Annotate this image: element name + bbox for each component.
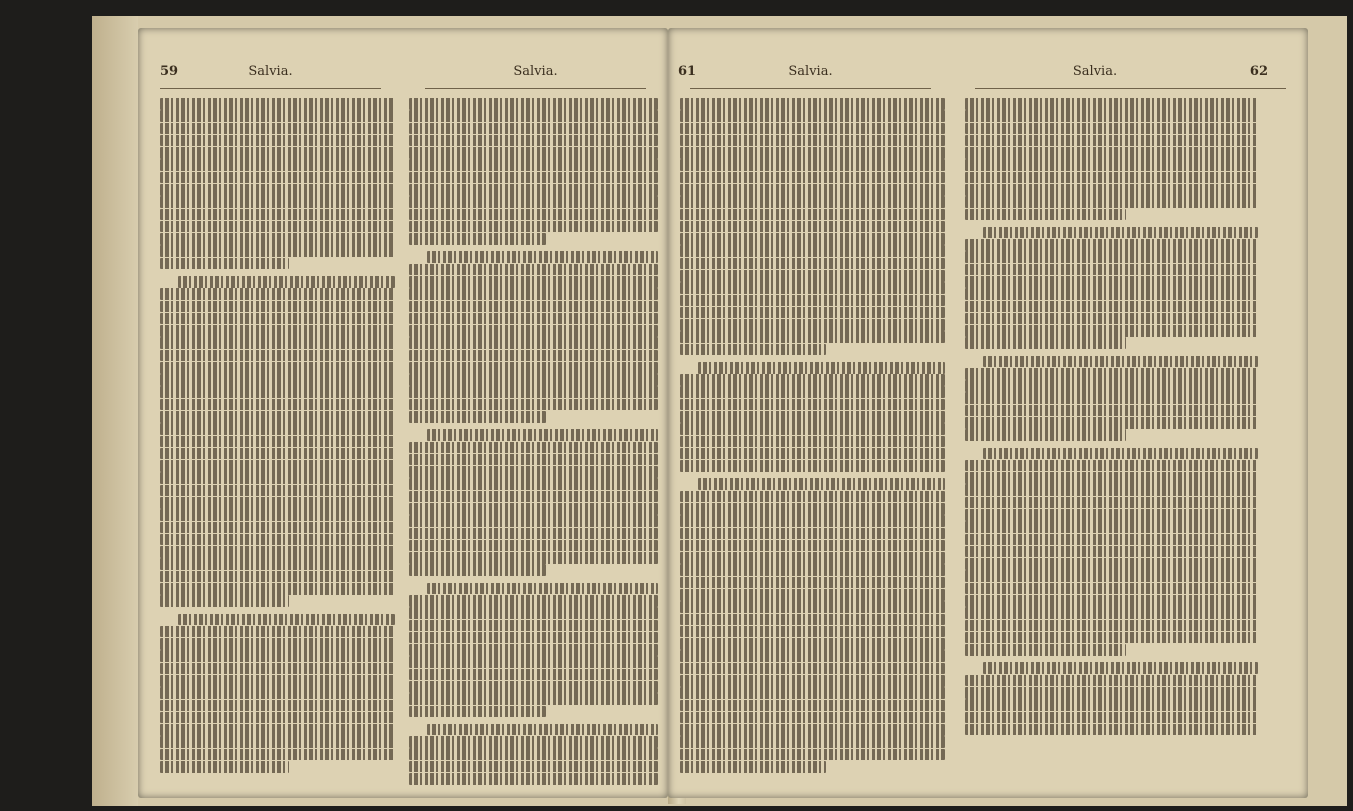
- text-line: [160, 650, 395, 662]
- text-line: [409, 98, 658, 110]
- text-line: [965, 620, 1258, 632]
- text-line: [965, 147, 1258, 159]
- text-line: [409, 761, 658, 773]
- text-line: [160, 522, 395, 534]
- text-line: [160, 184, 395, 196]
- text-line: [965, 644, 1126, 656]
- text-line: [409, 147, 658, 159]
- text-line: [160, 233, 395, 245]
- text-line: [409, 337, 658, 349]
- text-line: [965, 521, 1258, 533]
- text-line: [680, 245, 945, 257]
- text-line: [680, 460, 945, 472]
- text-line: [409, 528, 658, 540]
- text-line: [409, 411, 546, 423]
- text-line: [965, 251, 1258, 263]
- text-line: [965, 98, 1258, 110]
- text-line: [965, 301, 1258, 313]
- text-line: [983, 356, 1258, 368]
- text-line: [409, 350, 658, 362]
- text-line: [409, 374, 658, 386]
- text-line: [965, 712, 1258, 724]
- text-line: [965, 724, 1258, 736]
- text-line: [160, 399, 395, 411]
- text-line: [965, 558, 1258, 570]
- text-line: [965, 313, 1258, 325]
- text-line: [680, 423, 945, 435]
- text-line: [680, 172, 945, 184]
- page-number: 62: [1249, 64, 1268, 79]
- left-page-spread: [138, 28, 668, 798]
- text-line: [409, 386, 658, 398]
- text-line: [160, 350, 395, 362]
- text-line: [680, 319, 945, 331]
- text-line: [160, 460, 395, 472]
- text-line: [160, 288, 395, 300]
- text-line: [409, 595, 658, 607]
- text-line: [409, 184, 658, 196]
- text-line: [160, 386, 395, 398]
- text-line: [409, 123, 658, 135]
- text-line: [680, 491, 945, 503]
- text-line: [160, 135, 395, 147]
- text-line: [160, 497, 395, 509]
- text-line: [680, 374, 945, 386]
- text-line: [409, 552, 658, 564]
- text-line: [983, 227, 1258, 239]
- text-line: [680, 344, 826, 356]
- text-line: [409, 503, 658, 515]
- text-line: [178, 614, 395, 626]
- text-line: [680, 196, 945, 208]
- text-line: [409, 706, 546, 718]
- text-line: [409, 233, 546, 245]
- right-page-spread: [668, 28, 1308, 798]
- text-line: [680, 749, 945, 761]
- header-rule: [160, 88, 381, 89]
- text-line: [965, 288, 1258, 300]
- text-line: [160, 736, 395, 748]
- text-line: [427, 583, 658, 595]
- text-line: [698, 478, 945, 490]
- text-line: [409, 644, 658, 656]
- text-line: [160, 663, 395, 675]
- text-line: [409, 466, 658, 478]
- text-line: [409, 620, 658, 632]
- text-line: [160, 258, 289, 270]
- text-line: [160, 472, 395, 484]
- text-line: [965, 276, 1258, 288]
- running-title: Salvia.: [248, 64, 293, 79]
- text-line: [680, 503, 945, 515]
- text-line: [965, 429, 1126, 441]
- text-line: [160, 374, 395, 386]
- text-line: [680, 724, 945, 736]
- text-line: [160, 448, 395, 460]
- text-line: [680, 209, 945, 221]
- text-line: [409, 632, 658, 644]
- text-line: [160, 436, 395, 448]
- text-line: [409, 515, 658, 527]
- text-line: [409, 478, 658, 490]
- text-line: [965, 239, 1258, 251]
- page-edges: [92, 16, 138, 806]
- text-line: [965, 264, 1258, 276]
- text-line: [160, 546, 395, 558]
- text-line: [409, 264, 658, 276]
- page-60: [403, 28, 668, 798]
- text-line: [965, 417, 1258, 429]
- text-line: [965, 595, 1258, 607]
- text-column: [160, 98, 395, 768]
- text-line: [680, 552, 945, 564]
- text-line: [680, 577, 945, 589]
- text-line: [680, 386, 945, 398]
- text-line: [160, 411, 395, 423]
- text-line: [680, 331, 945, 343]
- text-line: [965, 583, 1258, 595]
- text-line: [160, 245, 395, 257]
- text-line: [965, 380, 1258, 392]
- text-line: [965, 534, 1258, 546]
- text-line: [680, 123, 945, 135]
- running-title: Salvia.: [513, 64, 558, 79]
- text-line: [409, 221, 658, 233]
- header-rule: [690, 88, 931, 89]
- text-line: [160, 571, 395, 583]
- text-line: [160, 98, 395, 110]
- text-line: [409, 159, 658, 171]
- text-line: [965, 484, 1258, 496]
- text-line: [409, 288, 658, 300]
- text-line: [680, 515, 945, 527]
- text-line: [409, 564, 546, 576]
- text-line: [965, 675, 1258, 687]
- text-line: [160, 638, 395, 650]
- text-line: [680, 638, 945, 650]
- text-line: [680, 564, 945, 576]
- text-line: [680, 626, 945, 638]
- text-line: [160, 147, 395, 159]
- text-line: [178, 276, 395, 288]
- text-line: [160, 325, 395, 337]
- running-title: Salvia.: [1072, 64, 1118, 79]
- text-line: [965, 460, 1258, 472]
- text-line: [160, 509, 395, 521]
- text-line: [409, 135, 658, 147]
- text-line: [160, 196, 395, 208]
- text-line: [965, 607, 1258, 619]
- text-line: [680, 98, 945, 110]
- text-line: [409, 607, 658, 619]
- text-line: [409, 399, 658, 411]
- text-line: [160, 362, 395, 374]
- text-line: [160, 159, 395, 171]
- text-line: [160, 123, 395, 135]
- text-line: [965, 405, 1258, 417]
- text-column: [409, 98, 658, 768]
- text-line: [680, 221, 945, 233]
- text-line: [680, 614, 945, 626]
- page-62: [953, 28, 1308, 798]
- text-line: [427, 429, 658, 441]
- running-title: Salvia.: [788, 64, 833, 79]
- text-line: [965, 472, 1258, 484]
- text-line: [680, 540, 945, 552]
- text-line: [409, 454, 658, 466]
- text-line: [160, 761, 289, 773]
- text-line: [409, 736, 658, 748]
- text-line: [680, 184, 945, 196]
- text-line: [965, 123, 1258, 135]
- text-line: [965, 570, 1258, 582]
- text-line: [965, 699, 1258, 711]
- text-line: [160, 687, 395, 699]
- text-line: [409, 196, 658, 208]
- text-line: [680, 663, 945, 675]
- page-number: 59: [160, 64, 179, 79]
- text-line: [160, 712, 395, 724]
- text-line: [409, 681, 658, 693]
- text-line: [680, 601, 945, 613]
- header-rule: [975, 88, 1286, 89]
- text-line: [965, 184, 1258, 196]
- text-line: [409, 656, 658, 668]
- text-line: [409, 172, 658, 184]
- text-line: [409, 748, 658, 760]
- text-line: [680, 147, 945, 159]
- text-line: [965, 632, 1258, 644]
- text-line: [409, 313, 658, 325]
- text-line: [680, 159, 945, 171]
- text-line: [680, 436, 945, 448]
- text-line: [160, 337, 395, 349]
- text-line: [409, 325, 658, 337]
- text-line: [965, 135, 1258, 147]
- text-line: [680, 295, 945, 307]
- text-line: [409, 491, 658, 503]
- text-line: [680, 258, 945, 270]
- text-line: [409, 110, 658, 122]
- text-line: [409, 669, 658, 681]
- text-column: [965, 98, 1258, 768]
- text-line: [409, 540, 658, 552]
- text-line: [160, 423, 395, 435]
- text-line: [409, 442, 658, 454]
- text-line: [160, 485, 395, 497]
- text-line: [680, 675, 945, 687]
- text-line: [965, 368, 1258, 380]
- text-line: [983, 662, 1258, 674]
- text-line: [680, 700, 945, 712]
- text-line: [160, 626, 395, 638]
- text-line: [160, 700, 395, 712]
- text-line: [409, 693, 658, 705]
- text-line: [965, 337, 1126, 349]
- text-line: [160, 313, 395, 325]
- text-line: [160, 221, 395, 233]
- text-line: [965, 159, 1258, 171]
- page-61: [668, 28, 953, 798]
- text-line: [680, 528, 945, 540]
- text-line: [965, 546, 1258, 558]
- text-line: [680, 270, 945, 282]
- text-line: [698, 362, 945, 374]
- text-line: [160, 558, 395, 570]
- text-line: [965, 509, 1258, 521]
- text-line: [160, 724, 395, 736]
- header-rule: [425, 88, 646, 89]
- text-line: [427, 251, 658, 263]
- text-line: [160, 110, 395, 122]
- text-line: [965, 196, 1258, 208]
- text-line: [983, 448, 1258, 460]
- text-line: [680, 712, 945, 724]
- text-column: [680, 98, 945, 768]
- text-line: [680, 282, 945, 294]
- text-line: [427, 724, 658, 736]
- text-line: [409, 276, 658, 288]
- text-line: [680, 307, 945, 319]
- text-line: [965, 392, 1258, 404]
- text-line: [680, 761, 826, 773]
- text-line: [160, 209, 395, 221]
- text-line: [965, 172, 1258, 184]
- text-line: [680, 687, 945, 699]
- text-line: [409, 209, 658, 221]
- text-line: [409, 773, 658, 785]
- text-line: [680, 135, 945, 147]
- text-line: [160, 749, 395, 761]
- text-line: [160, 172, 395, 184]
- text-line: [160, 583, 395, 595]
- page-number: 61: [678, 64, 697, 79]
- text-line: [965, 497, 1258, 509]
- text-line: [680, 110, 945, 122]
- text-line: [680, 399, 945, 411]
- text-line: [680, 650, 945, 662]
- text-line: [680, 589, 945, 601]
- page-59: [138, 28, 403, 798]
- text-line: [965, 209, 1126, 221]
- text-line: [160, 301, 395, 313]
- text-line: [680, 448, 945, 460]
- text-line: [680, 233, 945, 245]
- text-line: [965, 687, 1258, 699]
- text-line: [965, 325, 1258, 337]
- text-line: [409, 301, 658, 313]
- text-line: [409, 362, 658, 374]
- text-line: [965, 110, 1258, 122]
- text-line: [680, 736, 945, 748]
- text-line: [680, 411, 945, 423]
- text-line: [160, 595, 289, 607]
- text-line: [160, 534, 395, 546]
- text-line: [160, 675, 395, 687]
